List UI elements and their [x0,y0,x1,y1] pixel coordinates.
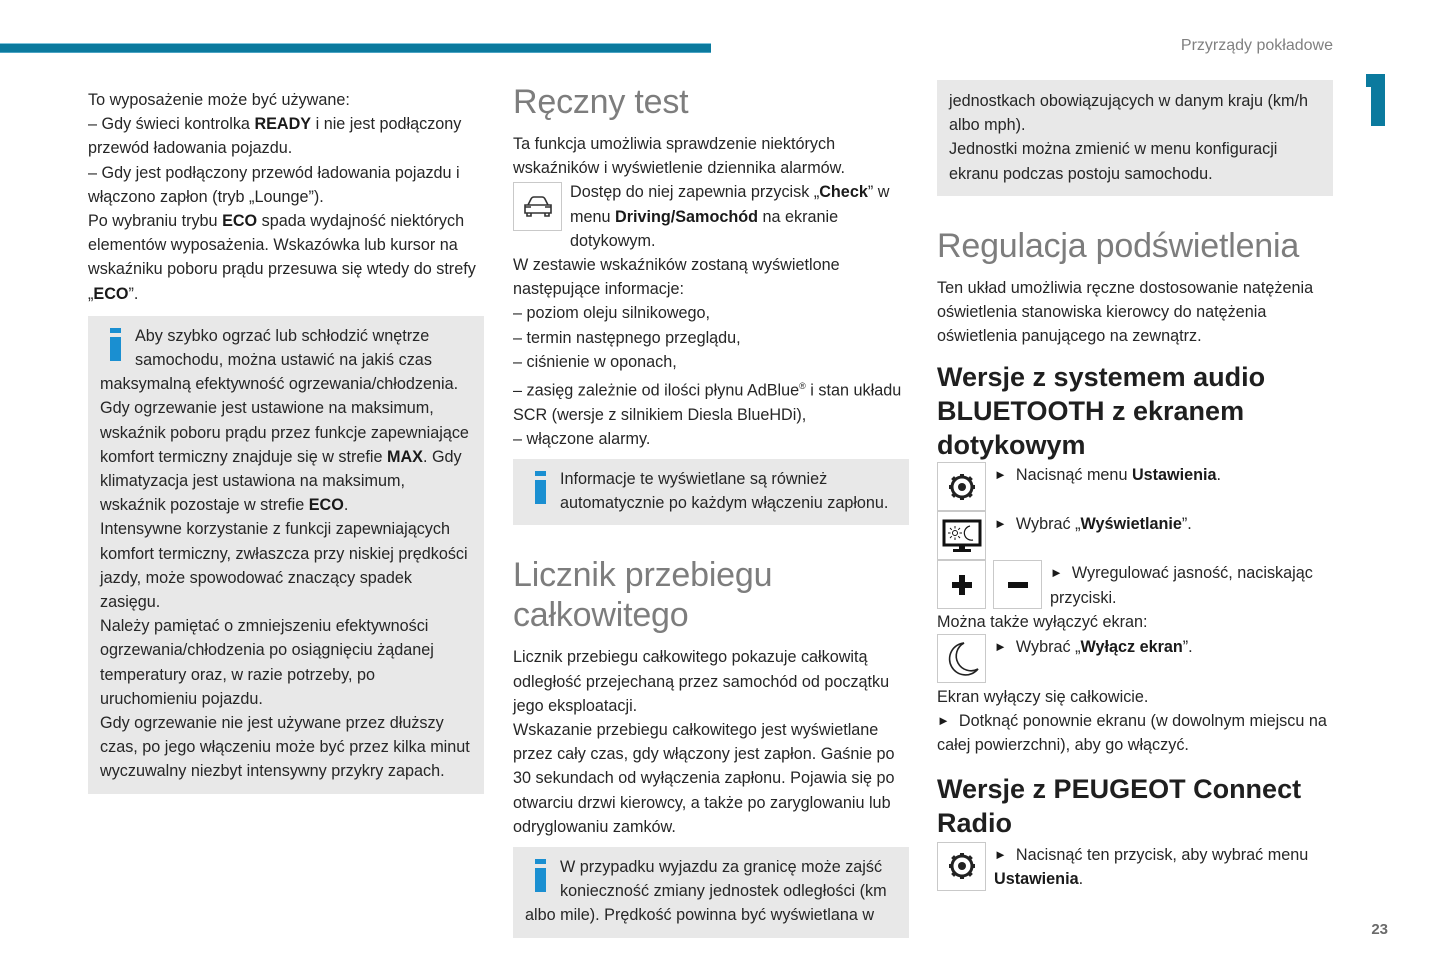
heading-bluetooth-versions: Wersje z systemem audio BLUETOOTH z ekranem dotykowym [937,362,1266,461]
intro-text: To wyposażenie może być używane: [88,91,350,109]
heading-odometer: Licznik przebiegu całkowitego [513,556,773,635]
gear-icon [937,842,986,891]
car-check-icon [513,182,562,231]
running-head: Przyrządy pokładowe [1180,37,1333,54]
list-item: – ciśnienie w oponach, [513,352,677,371]
info-icon [535,859,546,892]
step-settings: ► Nacisnąć menu Ustawienia. [937,462,1333,511]
step-screen-off: ► Wybrać „Wyłącz ekran”. [937,634,1333,683]
info-box-units-continued: jednostkach obowiązujących w danym kraju (km/h albo mph). Jednostki można zmienić w menu konfiguracji ekranu podczas postoju samochodu. [937,80,1333,196]
list-item: – termin następnego przeglądu, [513,328,741,347]
check-access-row: Dostęp do niej zapewnia przycisk „Check” w menu Driving/Samochód na ekranie dotykowym. [513,180,909,253]
info-box-auto-display: Informacje te wyświetlane są również automatycznie po każdym włączeniu zapłonu. [513,459,909,525]
step-connect-settings: ► Nacisnąć ten przycisk, aby wybrać menu Ustawienia. [937,842,1333,891]
step-display: ► Wybrać „Wyświetlanie”. [937,511,1333,560]
step-brightness: ► Wyregulować jasność, naciskając przyciski. [937,560,1333,609]
column-2: Ręczny test Ta funkcja umożliwia sprawdzenie niektórych wskaźników i wyświetlenie dziennika alarmów. Dostęp do niej zapewnia przycisk „Check” w menu Driving/Samochód na ekranie dotykowym. W zestawie wskaźników zostaną wyświetlone następujące informacje: – poziom oleju silnikowego, – termin następnego przeglądu, – ciśnienie w oponach, – zasięg zależnie od ilości płynu AdBlue® i stan układu SCR (wersje z silnikiem Diesla BlueHDi), – włączone alarmy. Informacje te wyświetlane są również automatycznie po każdym włączeniu zapłonu. Licznik przebiegu całkowitego Licznik przebiegu całkowitego pokazuje całkowitą odległość przejechaną przez samochód od początku jego eksploatacji. Wskazanie przebiegu całkowitego jest wyświetlane przez cały czas, gdy włączony jest zapłon. Gaśnie po 30 sekundach od wyłączenia zapłonu. Pojawia się po otwarciu drzwi kierowcy, a także po zaryglowaniu lub odryglowaniu zamków. W przypadku wyjazdu za granicę może zajść konieczność zmiany jednostek odległości (km albo mile). Prędkość powinna być wyświetlana w [513,82,909,938]
heading-backlight: Regulacja podświetlenia [937,226,1300,265]
list-item: – włączone alarmy. [513,429,651,448]
eco-paragraph: Po wybraniu trybu ECO spada wydajność niektórych elementów wyposażenia. Wskazówka lub kursor na wskaźniku poboru prądu przesuwa się wtedy do strefy „ECO”. [88,212,476,303]
header-accent-bar [0,43,711,53]
bullet-ready: – Gdy świeci kontrolka READY i nie jest podłączony przewód ładowania pojazdu. [88,115,462,158]
column-1 [88,88,484,794]
info-icon [110,328,121,361]
list-item: – zasięg zależnie od ilości płynu AdBlue® i stan układu SCR (wersje z silnikiem Diesla BlueHDi), [513,381,902,424]
heading-manual-test: Ręczny test [513,83,689,121]
heading-connect-radio: Wersje z PEUGEOT Connect Radio [937,773,1302,838]
info-box-thermal: Aby szybko ogrzać lub schłodzić wnętrze samochodu, można ustawić na jakiś czas maksymalną efektywność ogrzewania/chłodzenia. Gdy ogrzewanie jest ustawione na maksimum, wskaźnik poboru prądu przez funkcje zapewniające komfort termiczny znajduje się w strefie MAX. Gdy klimatyzacja jest ustawiona na maksimum, wskaźnik pozostaje w strefie ECO. Intensywne korzystanie z funkcji zapewniających komfort termiczny, zwłaszcza przy niskiej prędkości jazdy, może spowodować znaczący spadek zasięgu. Należy pamiętać o zmniejszeniu efektywności ogrzewania/chłodzenia po osiągnięciu żądanej temperatury oraz, w razie potrzeby, po uruchomieniu pojazdu. Gdy ogrzewanie nie jest używane przez dłuższy czas, po jego włączeniu może być przez kilka minut wyczuwalny niezbyt intensywny przykry zapach. [88,316,484,794]
plus-icon [937,560,986,609]
list-item: – poziom oleju silnikowego, [513,304,711,323]
info-box-units: W przypadku wyjazdu za granicę może zajść konieczność zmiany jednostek odległości (km albo mile). Prędkość powinna być wyświetlana w [513,847,909,938]
moon-icon [937,634,986,683]
page-number: 23 [1371,921,1388,938]
bullet-lounge: – Gdy jest podłączony przewód ładowania pojazdu i włączono zapłon (tryb „Lounge”). [88,163,460,206]
display-day-night-icon [937,511,986,560]
minus-icon [993,560,1042,609]
chapter-number-tab [1366,74,1390,126]
gear-icon [937,462,986,511]
column-3: jednostkach obowiązujących w danym kraju (km/h albo mph). Jednostki można zmienić w menu konfiguracji ekranu podczas postoju samochodu. Regulacja podświetlenia Ten układ umożliwia ręczne dostosowanie natężenia oświetlenia stanowiska kierowcy do natężenia oświetlenia panującego na zewnątrz. Wersje z systemem audio BLUETOOTH z ekranem dotykowym ► Nacisnąć menu Ustawienia. ► Wybrać „Wyświetlanie”. ► Wyregulować jasność, naciskając przyciski. Można także wyłączyć ekran: ► Wybrać „Wyłącz ekran”. Ekran wyłączy się całkowicie. ► Dotknąć ponownie ekranu (w dowolnym miejscu na całej powierzchni), aby go włączyć. Wersje z PEUGEOT Connect Radio ► Nacisnąć ten przycisk, aby wybrać menu Ustawienia. [937,80,1333,891]
info-icon [535,471,546,504]
